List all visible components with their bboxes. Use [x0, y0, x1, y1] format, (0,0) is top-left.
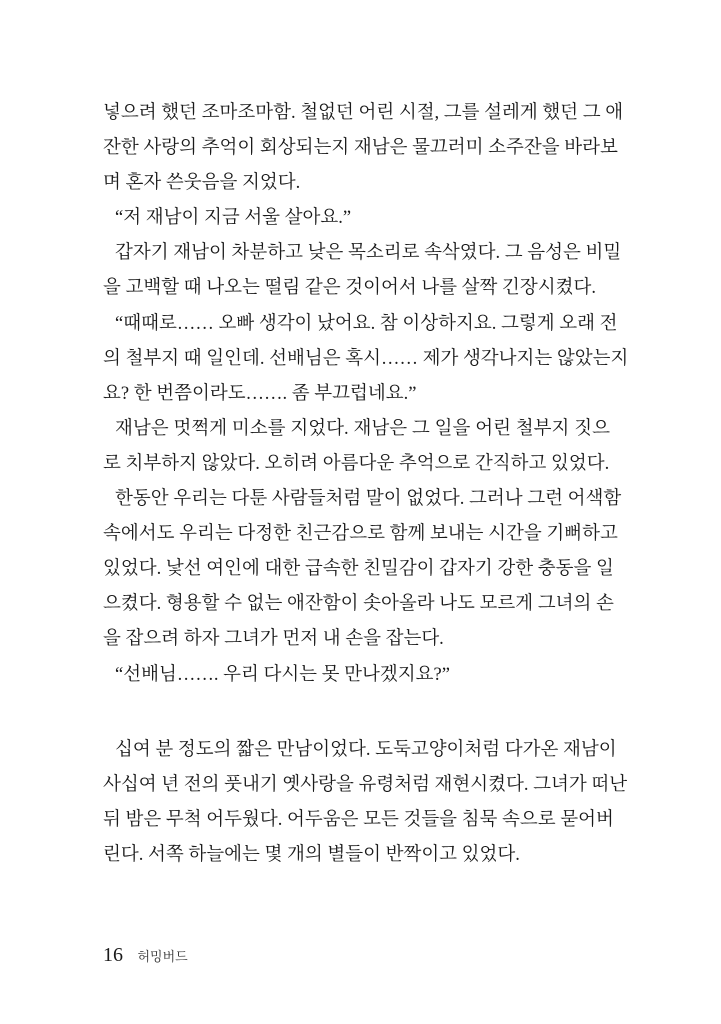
text-line: 을 잡으려 하자 그녀가 먼저 내 손을 잡는다.	[103, 629, 444, 650]
text-line: 재남은 멋쩍게 미소를 지었다. 재남은 그 일을 어린 철부지 짓으	[115, 418, 610, 439]
text-line: 있었다. 낯선 여인에 대한 급속한 친밀감이 갑자기 강한 충동을 일	[103, 559, 614, 580]
running-title: 허밍버드	[137, 949, 188, 964]
text-line: “선배님……. 우리 다시는 못 만나겠지요?”	[115, 664, 450, 685]
text-line: 잔한 사랑의 추억이 회상되는지 재남은 물끄러미 소주잔을 바라보	[103, 138, 618, 159]
text-line: 요? 한 번쯤이라도……. 좀 부끄럽네요.”	[103, 383, 417, 404]
text-line: 넣으려 했던 조마조마함. 철없던 어린 시절, 그를 설레게 했던 그 애	[103, 103, 624, 123]
text-line: 속에서도 우리는 다정한 친근감으로 함께 보내는 시간을 기뻐하고	[103, 524, 618, 545]
text-line: 갑자기 재남이 차분하고 낮은 목소리로 속삭였다. 그 음성은 비밀	[115, 243, 622, 264]
page-number: 16	[103, 944, 123, 966]
text-line: 뒤 밤은 무척 어두웠다. 어두움은 모든 것들을 침묵 속으로 묻어버	[103, 810, 614, 831]
body-text-block-1	[103, 96, 629, 693]
text-line: 린다. 서쪽 하늘에는 몇 개의 별들이 반짝이고 있었다.	[103, 845, 520, 866]
text-line: 을 고백할 때 나오는 떨림 같은 것이어서 나를 살짝 긴장시켰다.	[103, 278, 597, 299]
text-line: “때때로…… 오빠 생각이 났어요. 참 이상하지요. 그렇게 오래 전	[115, 313, 618, 334]
text-line: 며 혼자 쓴웃음을 지었다.	[103, 173, 301, 194]
text-line: 으켰다. 형용할 수 없는 애잔함이 솟아올라 나도 모르게 그녀의 손	[103, 594, 614, 615]
text-line: “저 재남이 지금 서울 살아요.”	[115, 208, 352, 229]
body-text-block-2	[103, 733, 628, 873]
page-footer	[103, 944, 188, 967]
text-line: 사십여 년 전의 풋내기 옛사랑을 유령처럼 재현시켰다. 그녀가 떠난	[103, 775, 628, 796]
text-line: 의 철부지 때 일인데. 선배님은 혹시…… 제가 생각나지는 않았는지	[103, 348, 629, 369]
text-line: 십여 분 정도의 짧은 만남이었다. 도둑고양이처럼 다가온 재남이	[115, 740, 617, 760]
text-line: 한동안 우리는 다툰 사람들처럼 말이 없었다. 그러나 그런 어색함	[115, 489, 622, 510]
text-line: 로 치부하지 않았다. 오히려 아름다운 추억으로 간직하고 있었다.	[103, 453, 610, 474]
